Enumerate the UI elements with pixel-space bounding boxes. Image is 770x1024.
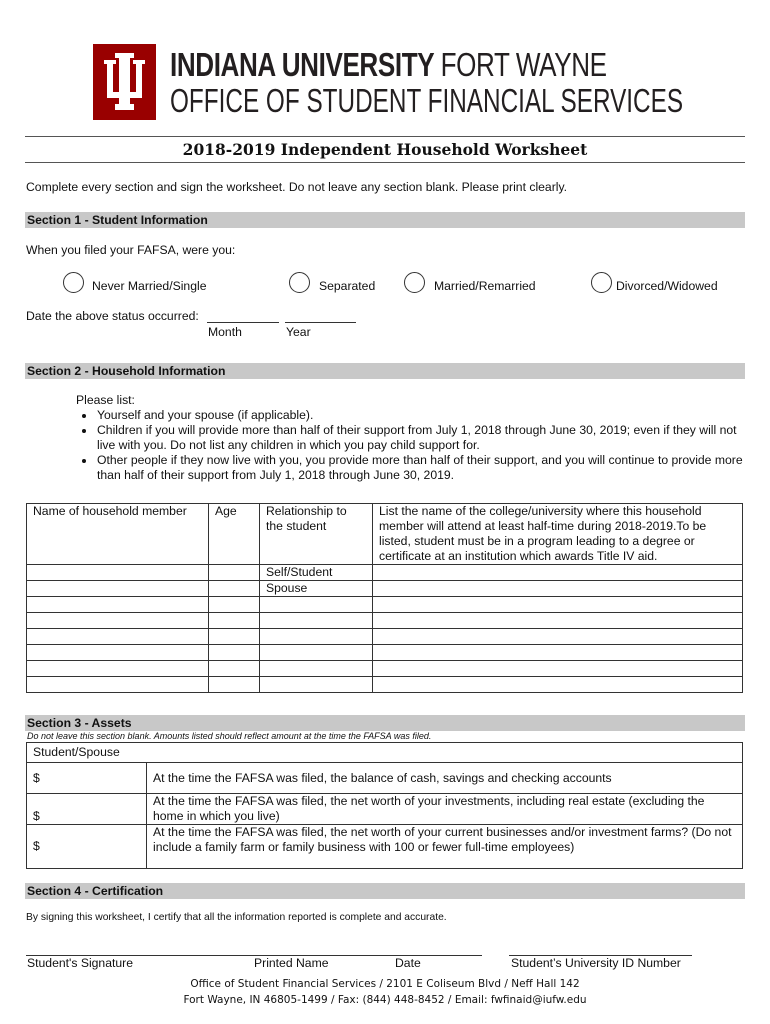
intro-text: Complete every section and sign the worksheet. Do not leave any section blank. Please print clearly. [26,180,568,194]
footer-address: Office of Student Financial Services / 2101 E Coliseum Blvd / Neff Hall 142 [190,978,580,990]
asset-description: At the time the FAFSA was filed, the net worth of your investments, including real estate (excluding the home in which you live) [147,794,743,825]
member-name-cell[interactable] [27,661,209,677]
iu-trident-logo [93,44,156,120]
member-name-cell[interactable] [27,677,209,693]
table-row [27,629,743,645]
marital-question: When you filed your FAFSA, were you: [26,243,236,257]
college-cell[interactable] [373,581,743,597]
relationship-cell[interactable] [260,645,373,661]
relationship-cell[interactable] [260,677,373,693]
radio-separated[interactable] [289,272,310,293]
list-item: • Other people if they now live with you, you provide more than half of their support, and you will continue to provide more than half of their support from July 1, 2018 through June 30, 2019. [96,453,744,483]
option-label: Never Married/Single [92,279,207,293]
table-row [27,581,743,597]
age-cell[interactable] [209,613,260,629]
table-header-row [27,743,743,763]
investments-amount-field[interactable]: $ [27,794,147,825]
office-name: OFFICE OF STUDENT FINANCIAL SERVICES [170,82,684,119]
please-list-label: Please list: [76,393,135,407]
column-header: List the name of the college/university where this household member will attend at least half-time during 2018-2019.To be listed, student must be in a program leading to a degree or certificate at an institution which awards Title IV aid. [373,504,743,565]
age-cell[interactable] [209,677,260,693]
student-spouse-header: Student/Spouse [27,743,743,763]
radio-divorced[interactable] [591,272,612,293]
year-label: Year [286,325,311,339]
list-item: • Children if you will provide more than half of their support from July 1, 2018 through June 30, 2019; even if they will not live with you. Do not list any children in which you pay child support for. [96,423,744,453]
member-name-cell[interactable] [27,565,209,581]
column-header: Name of household member [27,504,209,565]
list-item: • Yourself and your spouse (if applicable). [96,408,744,423]
column-header: Age [209,504,260,565]
table-row [27,597,743,613]
title-rule-bottom [25,162,745,163]
cash-amount-field[interactable]: $ [27,763,147,794]
table-row [27,677,743,693]
section2-heading: Section 2 - Household Information [25,363,745,379]
age-cell[interactable] [209,661,260,677]
college-cell[interactable] [373,565,743,581]
year-field[interactable] [285,322,356,323]
college-cell[interactable] [373,661,743,677]
relationship-cell[interactable] [260,613,373,629]
age-cell[interactable] [209,645,260,661]
radio-married[interactable] [404,272,425,293]
page-title: 2018-2019 Independent Household Worksheet [182,140,588,159]
member-name-cell[interactable] [27,613,209,629]
table-row [27,763,743,794]
member-name-cell[interactable] [27,581,209,597]
relationship-cell[interactable] [260,629,373,645]
relationship-cell[interactable] [260,661,373,677]
asset-description: At the time the FAFSA was filed, the balance of cash, savings and checking accounts [147,763,743,794]
member-name-cell[interactable] [27,597,209,613]
option-label: Divorced/Widowed [616,279,718,293]
certification-statement: By signing this worksheet, I certify that all the information reported is complete and accurate. [26,912,447,923]
member-name-cell[interactable] [27,629,209,645]
relationship-cell: Spouse [260,581,373,597]
household-table [26,503,743,693]
table-row [27,661,743,677]
assets-note: Do not leave this section blank. Amounts listed should reflect amount at the time the FAFSA was filed. [27,731,432,741]
table-row [27,645,743,661]
status-date-label: Date the above status occurred: [26,309,199,323]
business-amount-field[interactable]: $ [27,825,147,869]
college-cell[interactable] [373,677,743,693]
college-cell[interactable] [373,613,743,629]
option-label: Separated [319,279,376,293]
table-row [27,825,743,869]
university-name: INDIANA UNIVERSITY FORT WAYNE [170,46,607,83]
month-field[interactable] [207,322,279,323]
table-row [27,613,743,629]
age-cell[interactable] [209,629,260,645]
age-cell[interactable] [209,597,260,613]
household-instructions [76,393,744,483]
section3-heading: Section 3 - Assets [25,715,745,731]
printed-name-label: Printed Name [254,956,329,970]
section4-heading: Section 4 - Certification [25,883,745,899]
title-rule-top [25,136,745,137]
assets-table [26,742,743,869]
member-name-cell[interactable] [27,645,209,661]
table-row [27,565,743,581]
age-cell[interactable] [209,581,260,597]
table-row [27,794,743,825]
college-cell[interactable] [373,629,743,645]
age-cell[interactable] [209,565,260,581]
college-cell[interactable] [373,645,743,661]
asset-description: At the time the FAFSA was filed, the net worth of your current businesses and/or investment farms? (Do not include a family farm or family business with 100 or fewer full-time employees) [147,825,743,869]
month-label: Month [208,325,242,339]
student-id-label: Student’s University ID Number [511,956,681,970]
option-label: Married/Remarried [434,279,536,293]
relationship-cell[interactable] [260,597,373,613]
table-header-row [27,504,743,565]
column-header: Relationship to the student [260,504,373,565]
radio-never-married[interactable] [63,272,84,293]
section1-heading: Section 1 - Student Information [25,212,745,228]
college-cell[interactable] [373,597,743,613]
signature-label: Student's Signature [27,956,133,970]
date-label: Date [395,956,421,970]
footer-contact: Fort Wayne, IN 46805-1499 / Fax: (844) 448-8452 / Email: fwfinaid@iufw.edu [183,994,587,1006]
relationship-cell: Self/Student [260,565,373,581]
